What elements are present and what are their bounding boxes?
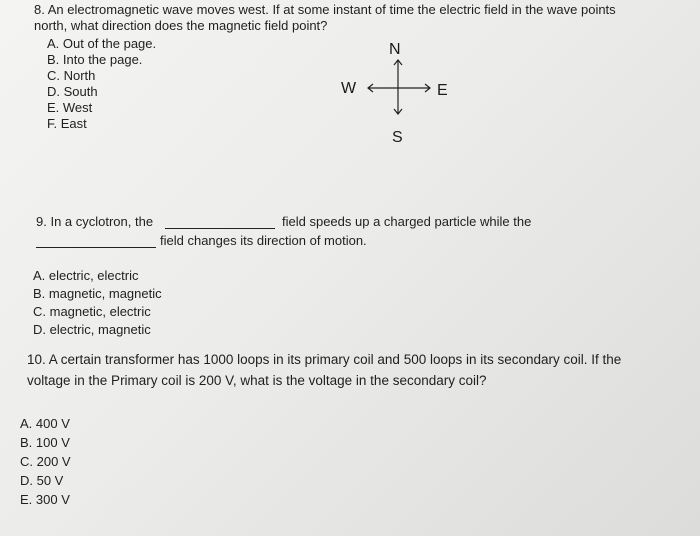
q8-text-line2: north, what direction does the magnetic field point? <box>34 18 328 33</box>
q9-blank-2 <box>36 247 156 248</box>
q10-option-e: E. 300 V <box>20 492 70 507</box>
q9-text-part1: 9. In a cyclotron, the <box>36 214 154 229</box>
q8-option-f: F. East <box>47 116 87 131</box>
compass-south-label: S <box>392 129 403 146</box>
q9-text-part3: field changes its direction of motion. <box>160 233 367 248</box>
compass-arrows-icon <box>350 56 440 120</box>
q10-text-line1: 10. A certain transformer has 1000 loops in its primary coil and 500 loops in its secondary coil. If the <box>27 352 622 367</box>
q10-option-d: D. 50 V <box>20 473 64 488</box>
q10-option-c: C. 200 V <box>20 454 71 469</box>
q9-option-a: A. electric, electric <box>33 268 139 283</box>
q10-option-b: B. 100 V <box>20 435 70 450</box>
q9-option-b: B. magnetic, magnetic <box>33 286 162 301</box>
q8-option-d: D. South <box>47 84 98 99</box>
q9-blank-1 <box>165 228 275 229</box>
q9-option-c: C. magnetic, electric <box>33 304 151 319</box>
q9-text-part2: field speeds up a charged particle while the <box>282 214 532 229</box>
q10-option-a: A. 400 V <box>20 416 70 431</box>
q10-text-line2: voltage in the Primary coil is 200 V, what is the voltage in the secondary coil? <box>27 373 487 388</box>
q8-option-c: C. North <box>47 68 96 83</box>
q8-option-b: B. Into the page. <box>47 52 143 67</box>
compass-west-label: W <box>341 80 357 97</box>
compass-north-label: N <box>389 41 401 58</box>
q9-option-d: D. electric, magnetic <box>33 322 151 337</box>
q8-option-a: A. Out of the page. <box>47 36 157 51</box>
compass-east-label: E <box>437 82 448 99</box>
q8-option-e: E. West <box>47 100 93 115</box>
q8-text-line1: 8. An electromagnetic wave moves west. If at some instant of time the electric field in the wave points <box>34 2 616 17</box>
